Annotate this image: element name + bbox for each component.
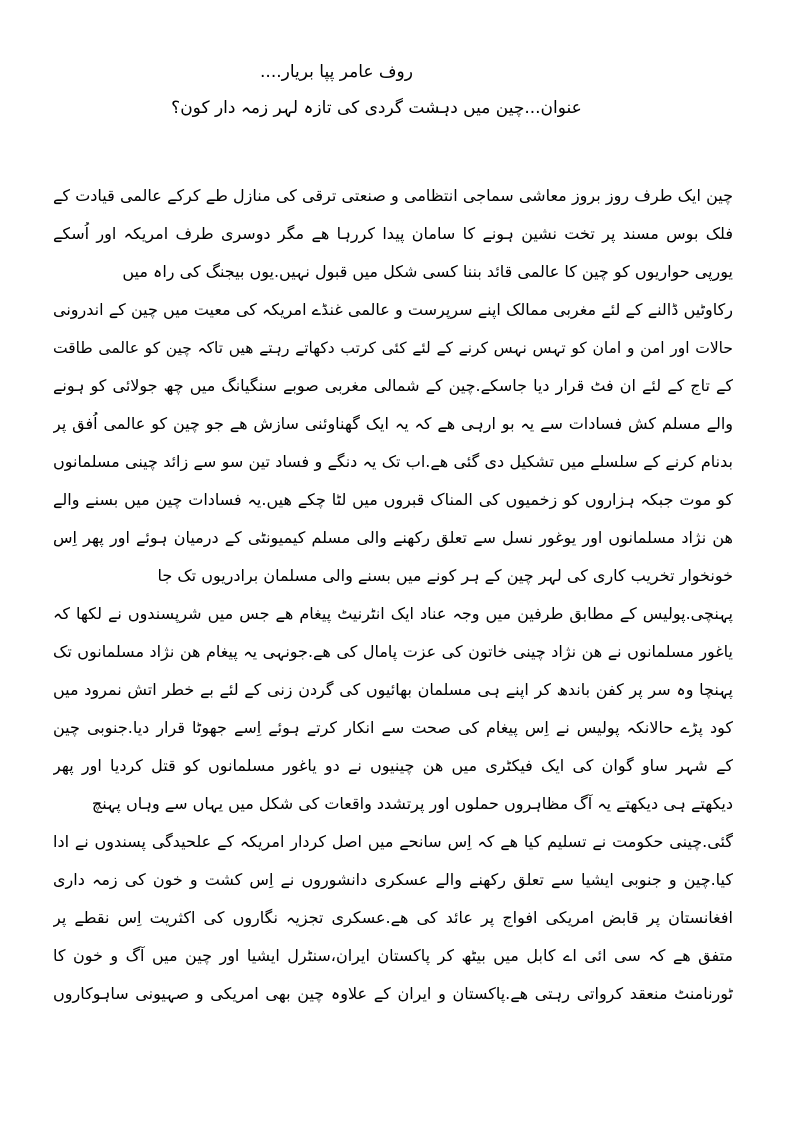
paragraph-line: گئی.چینی حکومت نے تسلیم کیا ھے کہ اِس سانحے میں اصل کردار امریکہ کے علحیدگی پسندوں نے ادا <box>53 832 733 851</box>
paragraph-line: کود پڑے حالانکہ پولیس نے اِس پیغام کی صحت سے انکار کرتے ہوئے اِسے جھوٹا قرار دیا.جنوبی چین <box>53 718 733 737</box>
paragraph-line: چین ایک طرف روز بروز معاشی سماجی انتظامی و صنعتی ترقی کی منازل طے کرکے عالمی قیادت کے <box>53 186 733 205</box>
paragraph-line: پہنچی.پولیس کے مطابق طرفین میں وجہ عناد ایک انٹرنیٹ پیغام ھے جس میں شرپسندوں نے لکھا کہ <box>53 604 733 623</box>
paragraph-line: بدنام کرنے کے سلسلے میں تشکیل دی گئی ھے.اب تک یہ دنگے و فساد تین سو سے زائد چینی مسلمانوں <box>53 452 733 471</box>
paragraph-line: فلک بوس مسند پر تخت نشین ہونے کا سامان پیدا کررہا ھے مگر دوسری طرف امریکہ اور اُسکے <box>53 224 733 243</box>
paragraph-line: کے شہر ساو گوان کی ایک فیکٹری میں ھن چینیوں نے دو یاغور مسلمانوں کو قتل کردیا اور پھر <box>53 756 733 775</box>
paragraph-line: والے مسلم کش فسادات سے یہ بو ارہی ھے کہ یہ ایک گھناوئنی سازش ھے جو چین کو عالمی اُفق پر <box>53 414 733 433</box>
paragraph-line: یورپی حواریوں کو چین کا عالمی قائد بننا کسی شکل میں قبول نہیں.یوں بیجنگ کی راہ میں <box>122 262 733 281</box>
paragraph-line: پہنچا وہ سر پر کفن باندھ کر اپنے ہی مسلمان بھائیوں کی گردن زنی کے لئے بے خطر اتش نمرود میں <box>53 680 733 699</box>
paragraph-line: یاغور مسلمانوں نے ھن نژاد چینی خاتون کی عزت پامال کی ھے.جونہی یہ پیغام ھن نژاد مسلمانوں تک <box>53 642 733 661</box>
paragraph-line: دیکھتے ہی دیکھتے یہ آگ مظاہروں حملوں اور پرتشدد واقعات کی شکل میں یہاں سے وہاں پہنچ <box>91 794 733 813</box>
author-line: روف عامر پپا بریار.... <box>260 62 413 82</box>
paragraph-line: خونخوار تخریب کاری کی لہر چین کے ہر کونے میں بسنے والی مسلمان برادریوں تک جا <box>157 566 733 585</box>
paragraph-line: افغانستان پر قابض امریکی افواج پر عائد کی ھے.عسکری تجزیہ نگاروں کی اکثریت اِس نقطے پر <box>53 908 733 927</box>
paragraph-line: حالات اور امن و امان کو تہس نہس کرنے کے لئے کئی کرتب دکھاتے رہتے ھیں تاکہ چین کو عالمی طاقت <box>53 339 733 357</box>
paragraph-line: متفق ھے کہ سی ائی اے کابل میں بیٹھ کر پاکستان ایران،سنٹرل ایشیا اور چین میں آگ و خون کا <box>53 946 733 965</box>
article-title: عنوان...چین میں دہشت گردی کی تازہ لہر زمہ دار کون؟ <box>171 98 582 118</box>
paragraph-line: ھن نژاد مسلمانوں اور یوغور نسل سے تعلق رکھنے والی مسلم کیمیونٹی کے درمیان ہوئے اور پھر اِس <box>53 528 733 547</box>
paragraph-line: کیا.چین و جنوبی ایشیا سے تعلق رکھنے والے عسکری دانشوروں نے اِس کشت و خون کی زمہ داری <box>53 870 733 889</box>
paragraph-line: کو موت جبکہ ہزاروں کو زخمیوں کی المناک قبروں میں لٹا چکے ھیں.یہ فسادات چین میں بسنے والے <box>53 490 733 509</box>
paragraph-line: کے تاج کے لئے ان فٹ قرار دیا جاسکے.چین کے شمالی مغربی صوبے سنگیانگ میں چھ جولائی کو ہونے <box>53 376 733 395</box>
paragraph-line: ٹورنامنٹ منعقد کرواتی رہتی ھے.پاکستان و ایران کے علاوہ چین بھی امریکی و صہیونی ساہوکاروں <box>53 984 733 1003</box>
paragraph-line: رکاوٹیں ڈالنے کے لئے مغربی ممالک اپنے سرپرست و عالمی غنڈے امریکہ کی معیت میں چین کے اندرونی <box>53 300 733 319</box>
